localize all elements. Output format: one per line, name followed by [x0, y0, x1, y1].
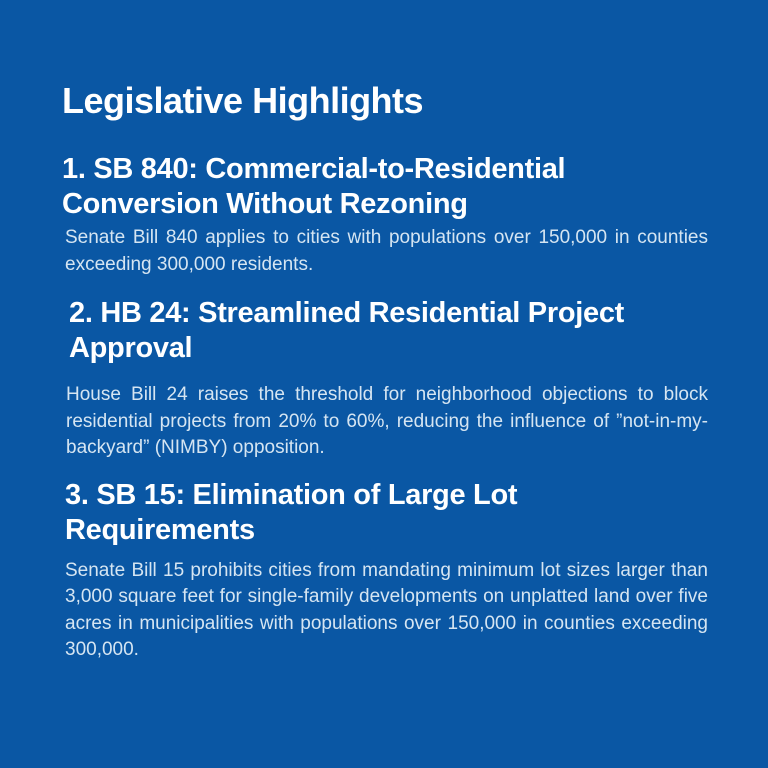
- section-body-text: House Bill 24 raises the threshold for neighborhood objections to block residential projects from 20% to 60%, reducing the influence of ”not-in-my-backyard” (NIMBY) opposition.: [66, 384, 708, 458]
- heading-line-2: Requirements: [65, 513, 255, 546]
- section-body-text: Senate Bill 15 prohibits cities from mandating minimum lot sizes larger than 3,000 square feet for single-family developments on unplatted land over five acres in municipalities with populations over 150,000 in counties exceeding 300,000.: [65, 559, 708, 660]
- section-sb840: [62, 152, 708, 278]
- heading-line-1: 2. HB 24: Streamlined Residential Project: [69, 297, 624, 329]
- section-heading: [65, 478, 708, 548]
- page-title: Legislative Highlights: [62, 80, 424, 121]
- heading-line-1: 1. SB 840: Commercial-to-Residential: [62, 153, 566, 185]
- section-sb15: [62, 478, 708, 664]
- section-body-text: Senate Bill 840 applies to cities with populations over 150,000 in counties exceeding 300,000 residents.: [65, 227, 708, 275]
- heading-line-2: Conversion Without Rezoning: [62, 188, 468, 220]
- section-heading: [62, 152, 708, 222]
- section-hb24: [62, 296, 708, 462]
- heading-line-2: Approval: [69, 332, 193, 364]
- heading-line-1: 3. SB 15: Elimination of Large Lot: [65, 478, 518, 511]
- section-heading: [69, 296, 708, 366]
